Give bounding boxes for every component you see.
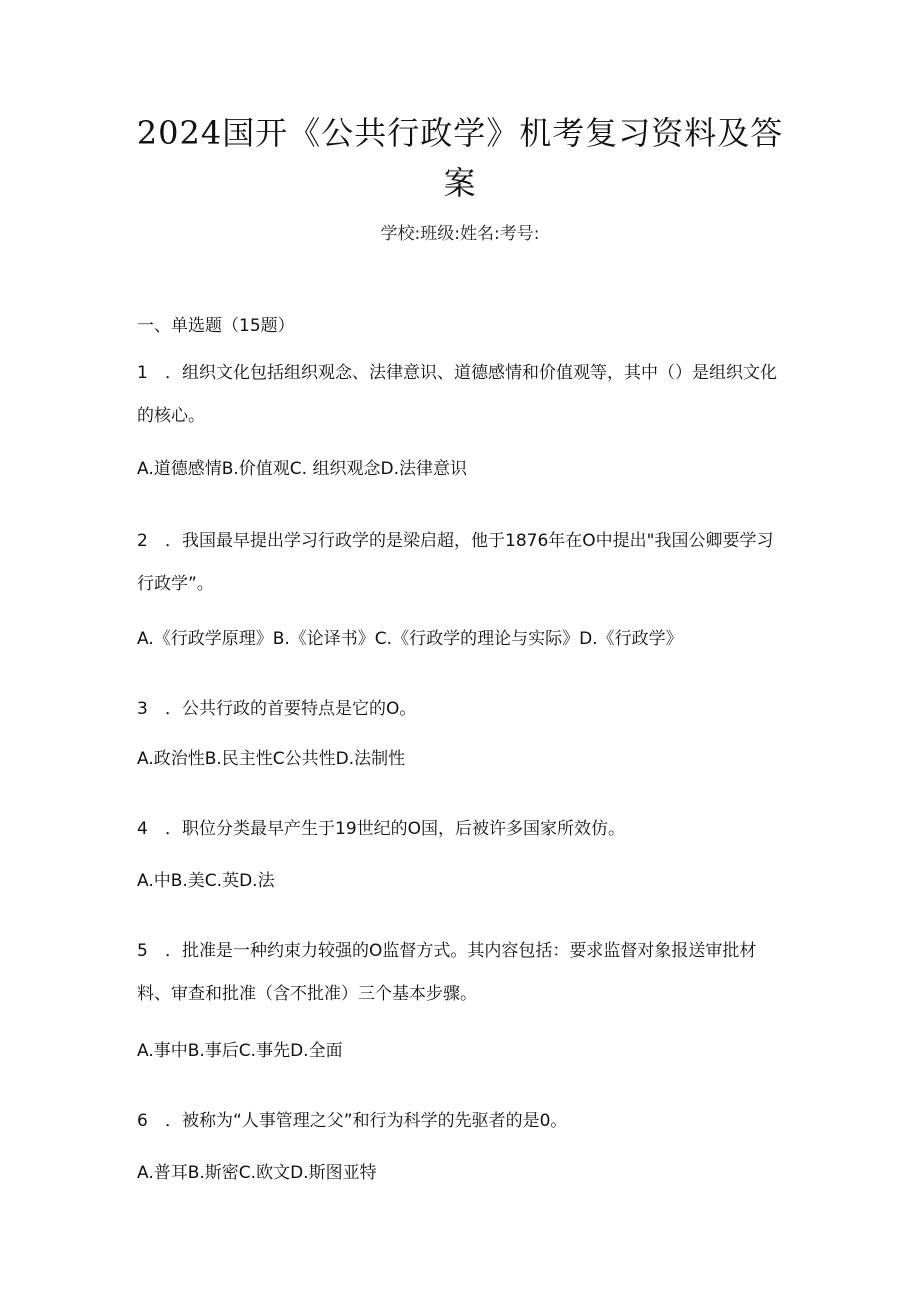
document-title: 2024国开《公共行政学》机考复习资料及答案 (136, 114, 784, 202)
question-number: 5 (137, 941, 148, 961)
question-number: 1 (137, 363, 148, 383)
question-1-options: A.道德感情B.价值观C. 组织观念D.法律意识 (137, 459, 467, 479)
question-4-options: A.中B.美C.英D.法 (137, 871, 275, 891)
question-text: ．公共行政的首要特点是它的O。 (165, 699, 417, 719)
question-2-stem (137, 520, 787, 606)
question-6-stem (137, 1100, 787, 1143)
question-3-options: A.政治性B.民主性C公共性D.法制性 (137, 749, 406, 769)
question-number: 2 (137, 531, 148, 551)
student-info-line: 学校:班级:姓名:考号: (380, 224, 540, 244)
question-text: ．被称为“人事管理之父”和行为科学的先驱者的是0。 (165, 1111, 568, 1131)
question-text: ．批准是一种约束力较强的O监督方式。其内容包括：要求监督对象报送审批材料、审查和批准（含不批准）三个基本步骤。 (137, 941, 757, 1004)
question-3-stem (137, 688, 787, 731)
question-number: 4 (137, 819, 148, 839)
section-heading: 一、单选题（15题） (137, 316, 295, 336)
question-number: 3 (137, 699, 148, 719)
question-4-stem (137, 808, 787, 851)
question-2-options: A.《行政学原理》B.《论译书》C.《行政学的理论与实际》D.《行政学》 (137, 629, 683, 649)
question-number: 6 (137, 1111, 148, 1131)
question-5-options: A.事中B.事后C.事先D.全面 (137, 1041, 343, 1061)
question-1-stem (137, 352, 787, 438)
question-text: ．职位分类最早产生于19世纪的O国，后被许多国家所效仿。 (165, 819, 626, 839)
question-5-stem (137, 930, 787, 1016)
question-6-options: A.普耳B.斯密C.欧文D.斯图亚特 (137, 1163, 377, 1183)
question-text: ．组织文化包括组织观念、法律意识、道德感情和价值观等，其中（）是组织文化的核心。 (137, 363, 777, 426)
question-text: ．我国最早提出学习行政学的是梁启超，他于1876年在O中提出"我国公卿要学习行政学”。 (137, 531, 774, 594)
